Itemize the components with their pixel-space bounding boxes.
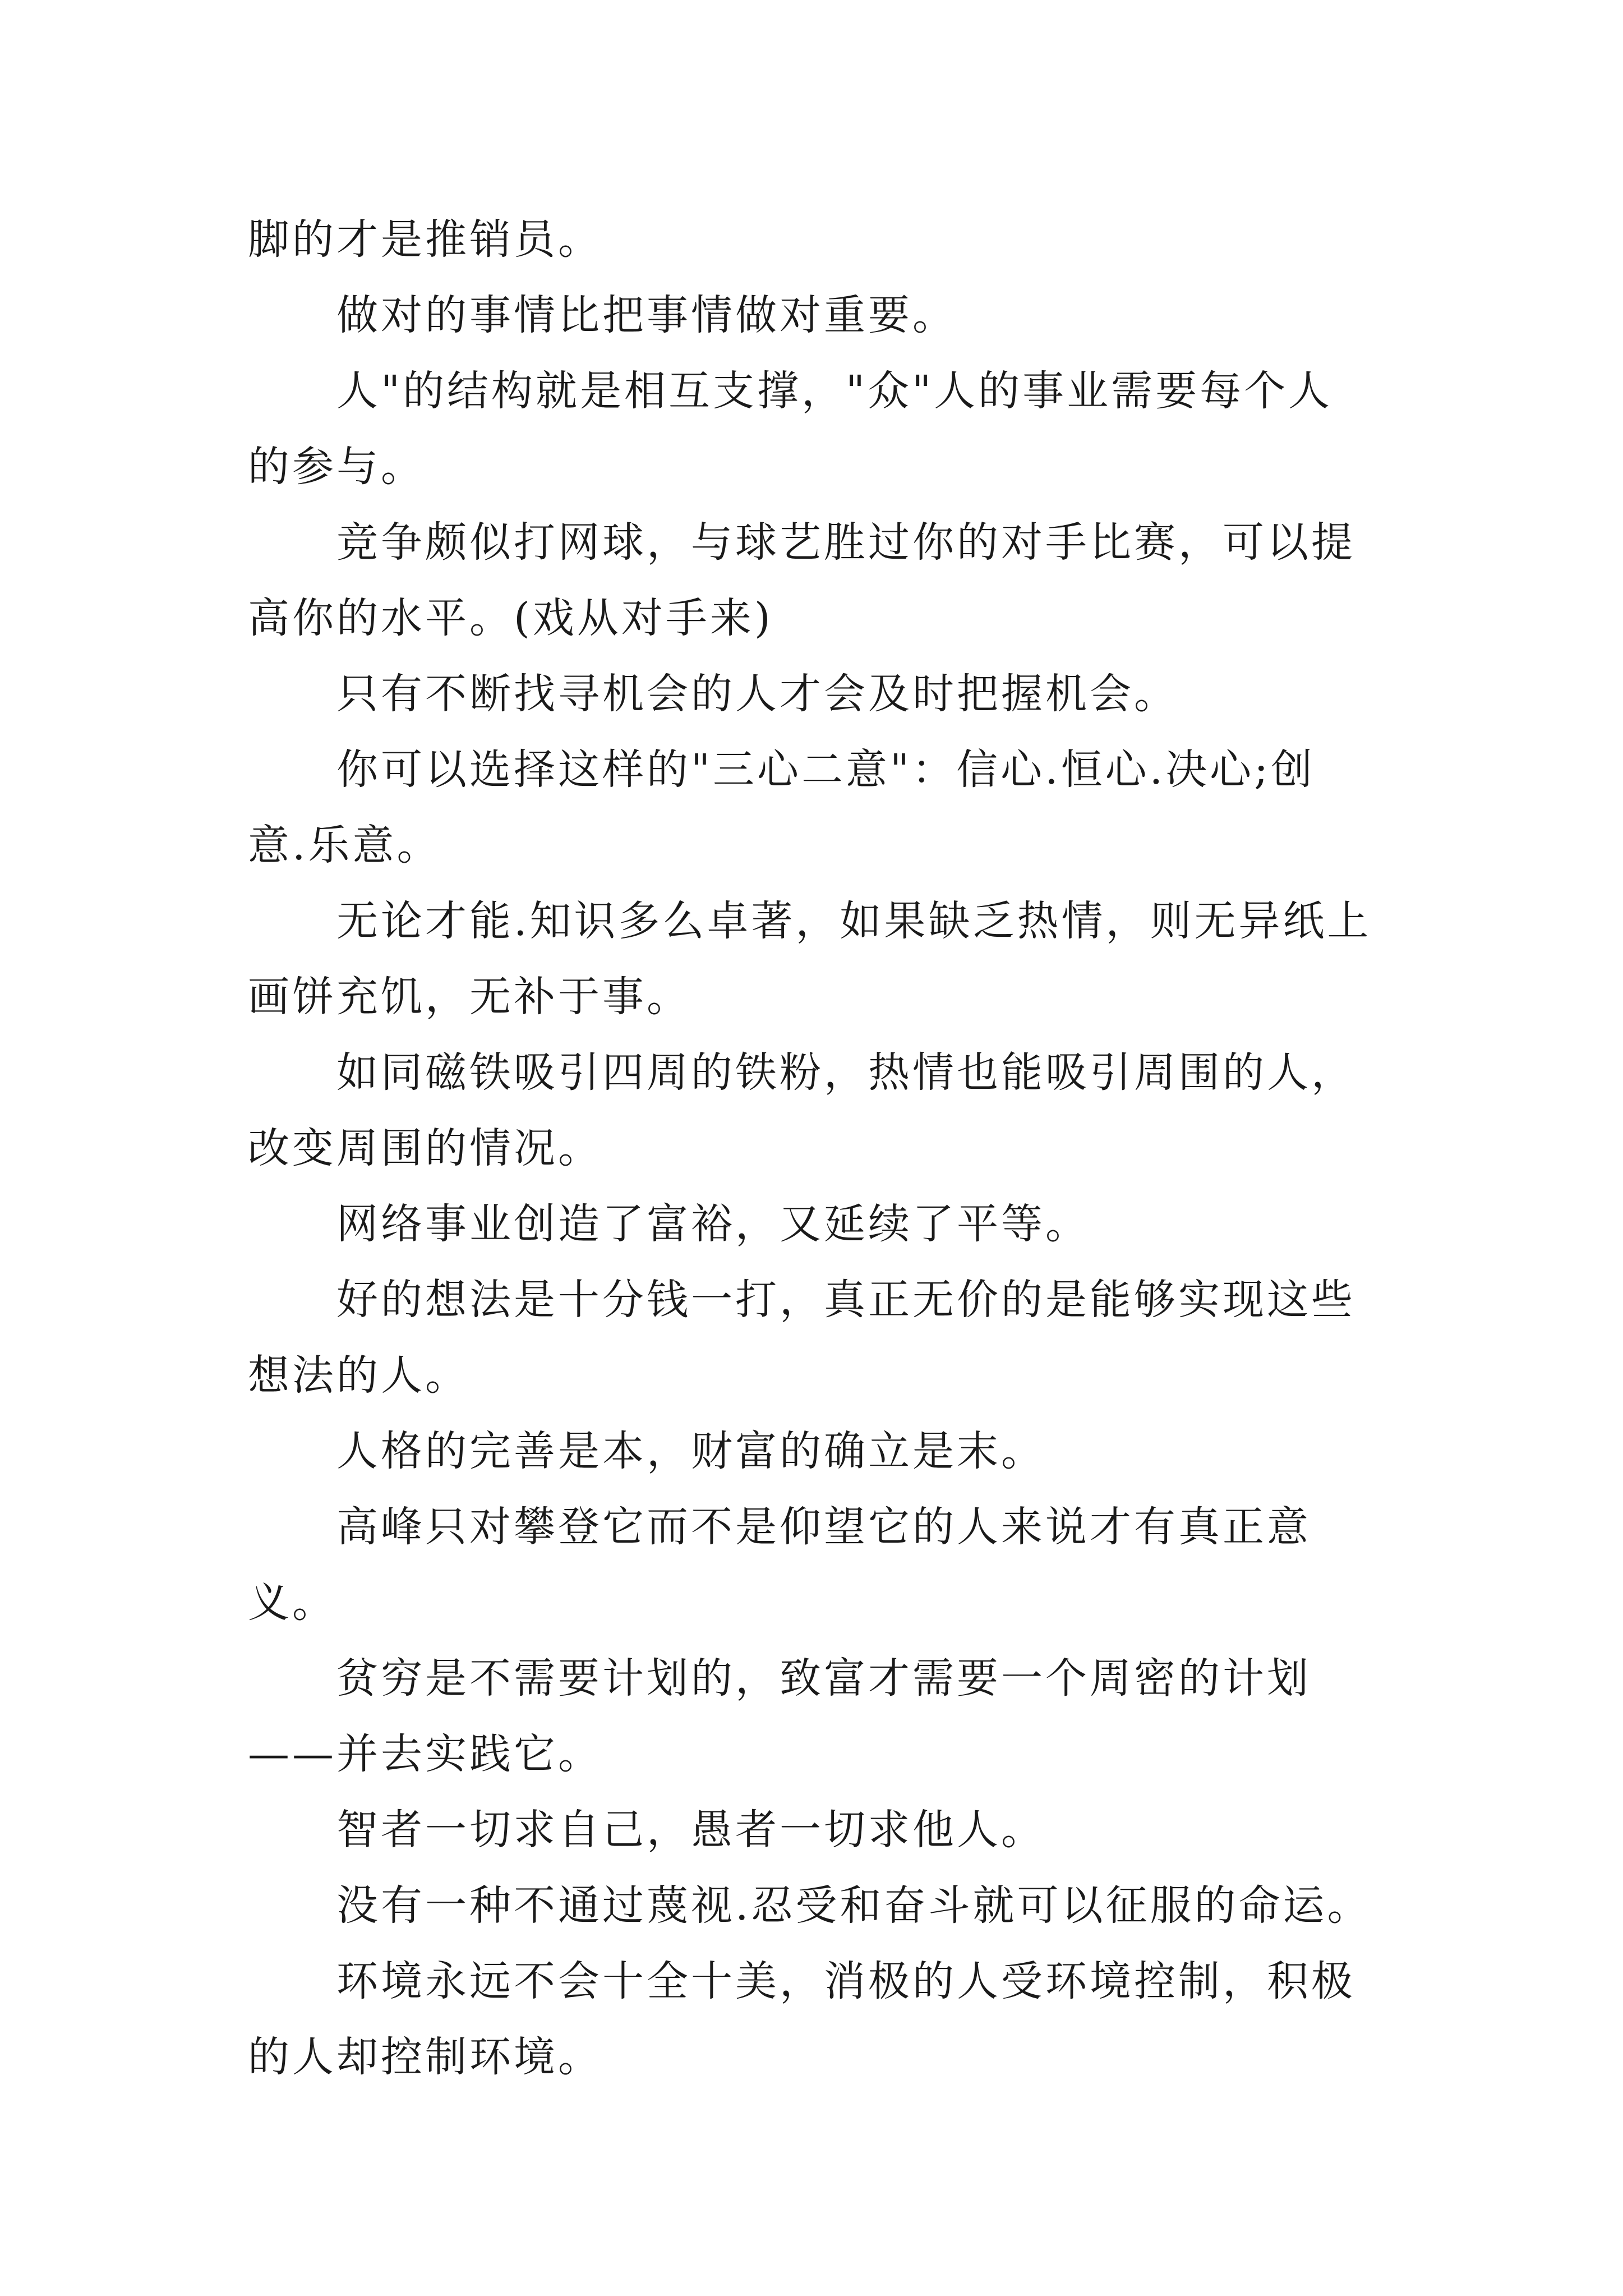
paragraph-16: 环境永远不会十全十美，消极的人受环境控制，积极的人却控制环境。: [248, 1957, 1355, 2081]
paragraph-4: 竞争颇似打网球，与球艺胜过你的对手比赛，可以提高你的水平。(戏从对手来): [248, 518, 1355, 642]
paragraph-15: 没有一种不通过蔑视.忍受和奋斗就可以征服的命运。: [336, 1881, 1372, 1930]
paragraph-2: 做对的事情比把事情做对重要。: [336, 291, 957, 339]
paragraph-7: 无论才能.知识多么卓著，如果缺乏热情，则无异纸上画饼充饥，无补于事。: [248, 897, 1372, 1021]
document-body: [248, 202, 1375, 2095]
paragraph-13: 贫穷是不需要计划的，致富才需要一个周密的计划——并去实践它。: [248, 1654, 1311, 1778]
paragraph-12: 高峰只对攀登它而不是仰望它的人来说才有真正意义。: [248, 1503, 1311, 1627]
paragraph-11: 人格的完善是本，财富的确立是末。: [336, 1427, 1045, 1475]
paragraph-10: 好的想法是十分钱一打，真正无价的是能够实现这些想法的人。: [248, 1276, 1355, 1400]
paragraph-14: 智者一切求自己，愚者一切求他人。: [336, 1806, 1045, 1854]
paragraph-9: 网络事业创造了富裕，又延续了平等。: [336, 1200, 1090, 1248]
paragraph-6: 你可以选择这样的"三心二意"：信心.恒心.决心;创意.乐意。: [248, 746, 1316, 869]
paragraph-3: 人"的结构就是相互支撑，"众"人的事业需要每个人的参与。: [248, 367, 1333, 491]
paragraph-5: 只有不断找寻机会的人才会及时把握机会。: [336, 670, 1178, 718]
paragraph-1: 脚的才是推销员。: [248, 215, 602, 264]
paragraph-8: 如同磁铁吸引四周的铁粉，热情也能吸引周围的人，改变周围的情况。: [248, 1048, 1355, 1172]
